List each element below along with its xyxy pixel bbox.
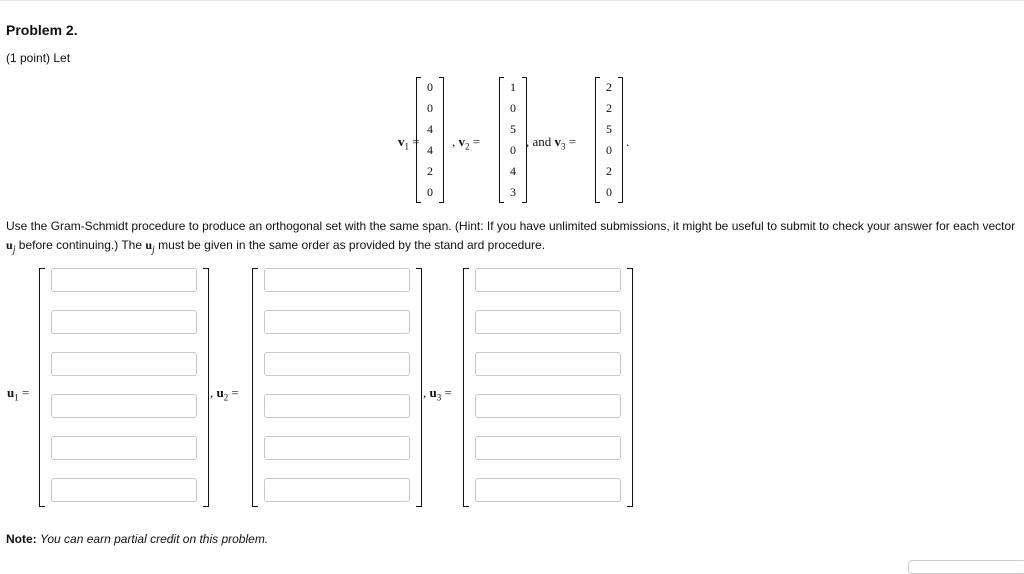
v1-entry-1: 0 [427, 80, 433, 94]
u3-bracket-left [463, 268, 469, 507]
u2-entry-4-input[interactable] [264, 394, 410, 418]
v1-entry-6: 0 [427, 185, 433, 199]
v3-entry-6: 0 [606, 185, 612, 199]
note: Note: You can earn partial credit on this problem. [6, 532, 269, 546]
u2-entry-5-input[interactable] [264, 436, 410, 460]
vector-v2 [505, 77, 521, 203]
u3-entry-4-input[interactable] [475, 394, 621, 418]
top-border [0, 0, 1024, 1]
u1-entry-1-input[interactable] [51, 268, 197, 292]
u1-entry-5-input[interactable] [51, 436, 197, 460]
u1-entry-6-input[interactable] [51, 478, 197, 502]
u3-entry-3-input[interactable] [475, 352, 621, 376]
u1-label: $u_1$ = [7, 385, 30, 403]
u2-entry-1-input[interactable] [264, 268, 410, 292]
u3-entry-2-input[interactable] [475, 310, 621, 334]
problem-title: Problem 2. [6, 22, 78, 38]
v1-entry-5: 2 [427, 164, 433, 178]
u2-label: , $u_2$ = [210, 385, 239, 403]
v3-entry-1: 2 [606, 80, 612, 94]
u2-entry-2-input[interactable] [264, 310, 410, 334]
v1-entry-2: 0 [427, 101, 433, 115]
v2-label: , $v_2$ = [452, 134, 481, 152]
submit-area-edge [908, 560, 1024, 574]
u2-bracket-left [252, 268, 258, 507]
u3-entry-6-input[interactable] [475, 478, 621, 502]
u2-bracket-right [416, 268, 422, 507]
v2-entry-6: 3 [510, 185, 516, 199]
v3-entry-4: 0 [606, 143, 612, 157]
u1-entry-3-input[interactable] [51, 352, 197, 376]
u2-entry-3-input[interactable] [264, 352, 410, 376]
v1-entry-3: 4 [427, 122, 433, 136]
u1-entry-4-input[interactable] [51, 394, 197, 418]
u1-entry-2-input[interactable] [51, 310, 197, 334]
v2-entry-5: 4 [510, 164, 516, 178]
problem-points: (1 point) Let [6, 51, 71, 65]
v2-entry-3: 5 [510, 122, 516, 136]
v2-entry-1: 1 [510, 80, 516, 94]
u1-bracket-left [39, 268, 45, 507]
u3-bracket-right [627, 268, 633, 507]
vectors-period: . [626, 134, 630, 149]
v2-entry-2: 0 [510, 101, 516, 115]
u1-bracket-right [203, 268, 209, 507]
vector-v3 [601, 77, 617, 203]
v3-entry-5: 2 [606, 164, 612, 178]
v1-label: $v_1$ = [398, 134, 420, 152]
instructions: Use the Gram-Schmidt procedure to produce an orthogonal set with the same span. (Hint: If you have unlimited submissions, it might be useful to submit to check your answer for each vector $u_j$ before continuing.) The $u_j$ must be given in the same order as provided by the stand ard procedure. [6, 219, 1016, 256]
v2-entry-4: 0 [510, 143, 516, 157]
v3-entry-3: 5 [606, 122, 612, 136]
v1-entry-4: 4 [427, 143, 433, 157]
v3-label: , and $v_3$ = [526, 134, 577, 152]
u2-entry-6-input[interactable] [264, 478, 410, 502]
u3-entry-5-input[interactable] [475, 436, 621, 460]
v3-entry-2: 2 [606, 101, 612, 115]
vector-v1 [422, 77, 438, 203]
u3-label: , $u_3$ = [423, 385, 452, 403]
u3-entry-1-input[interactable] [475, 268, 621, 292]
